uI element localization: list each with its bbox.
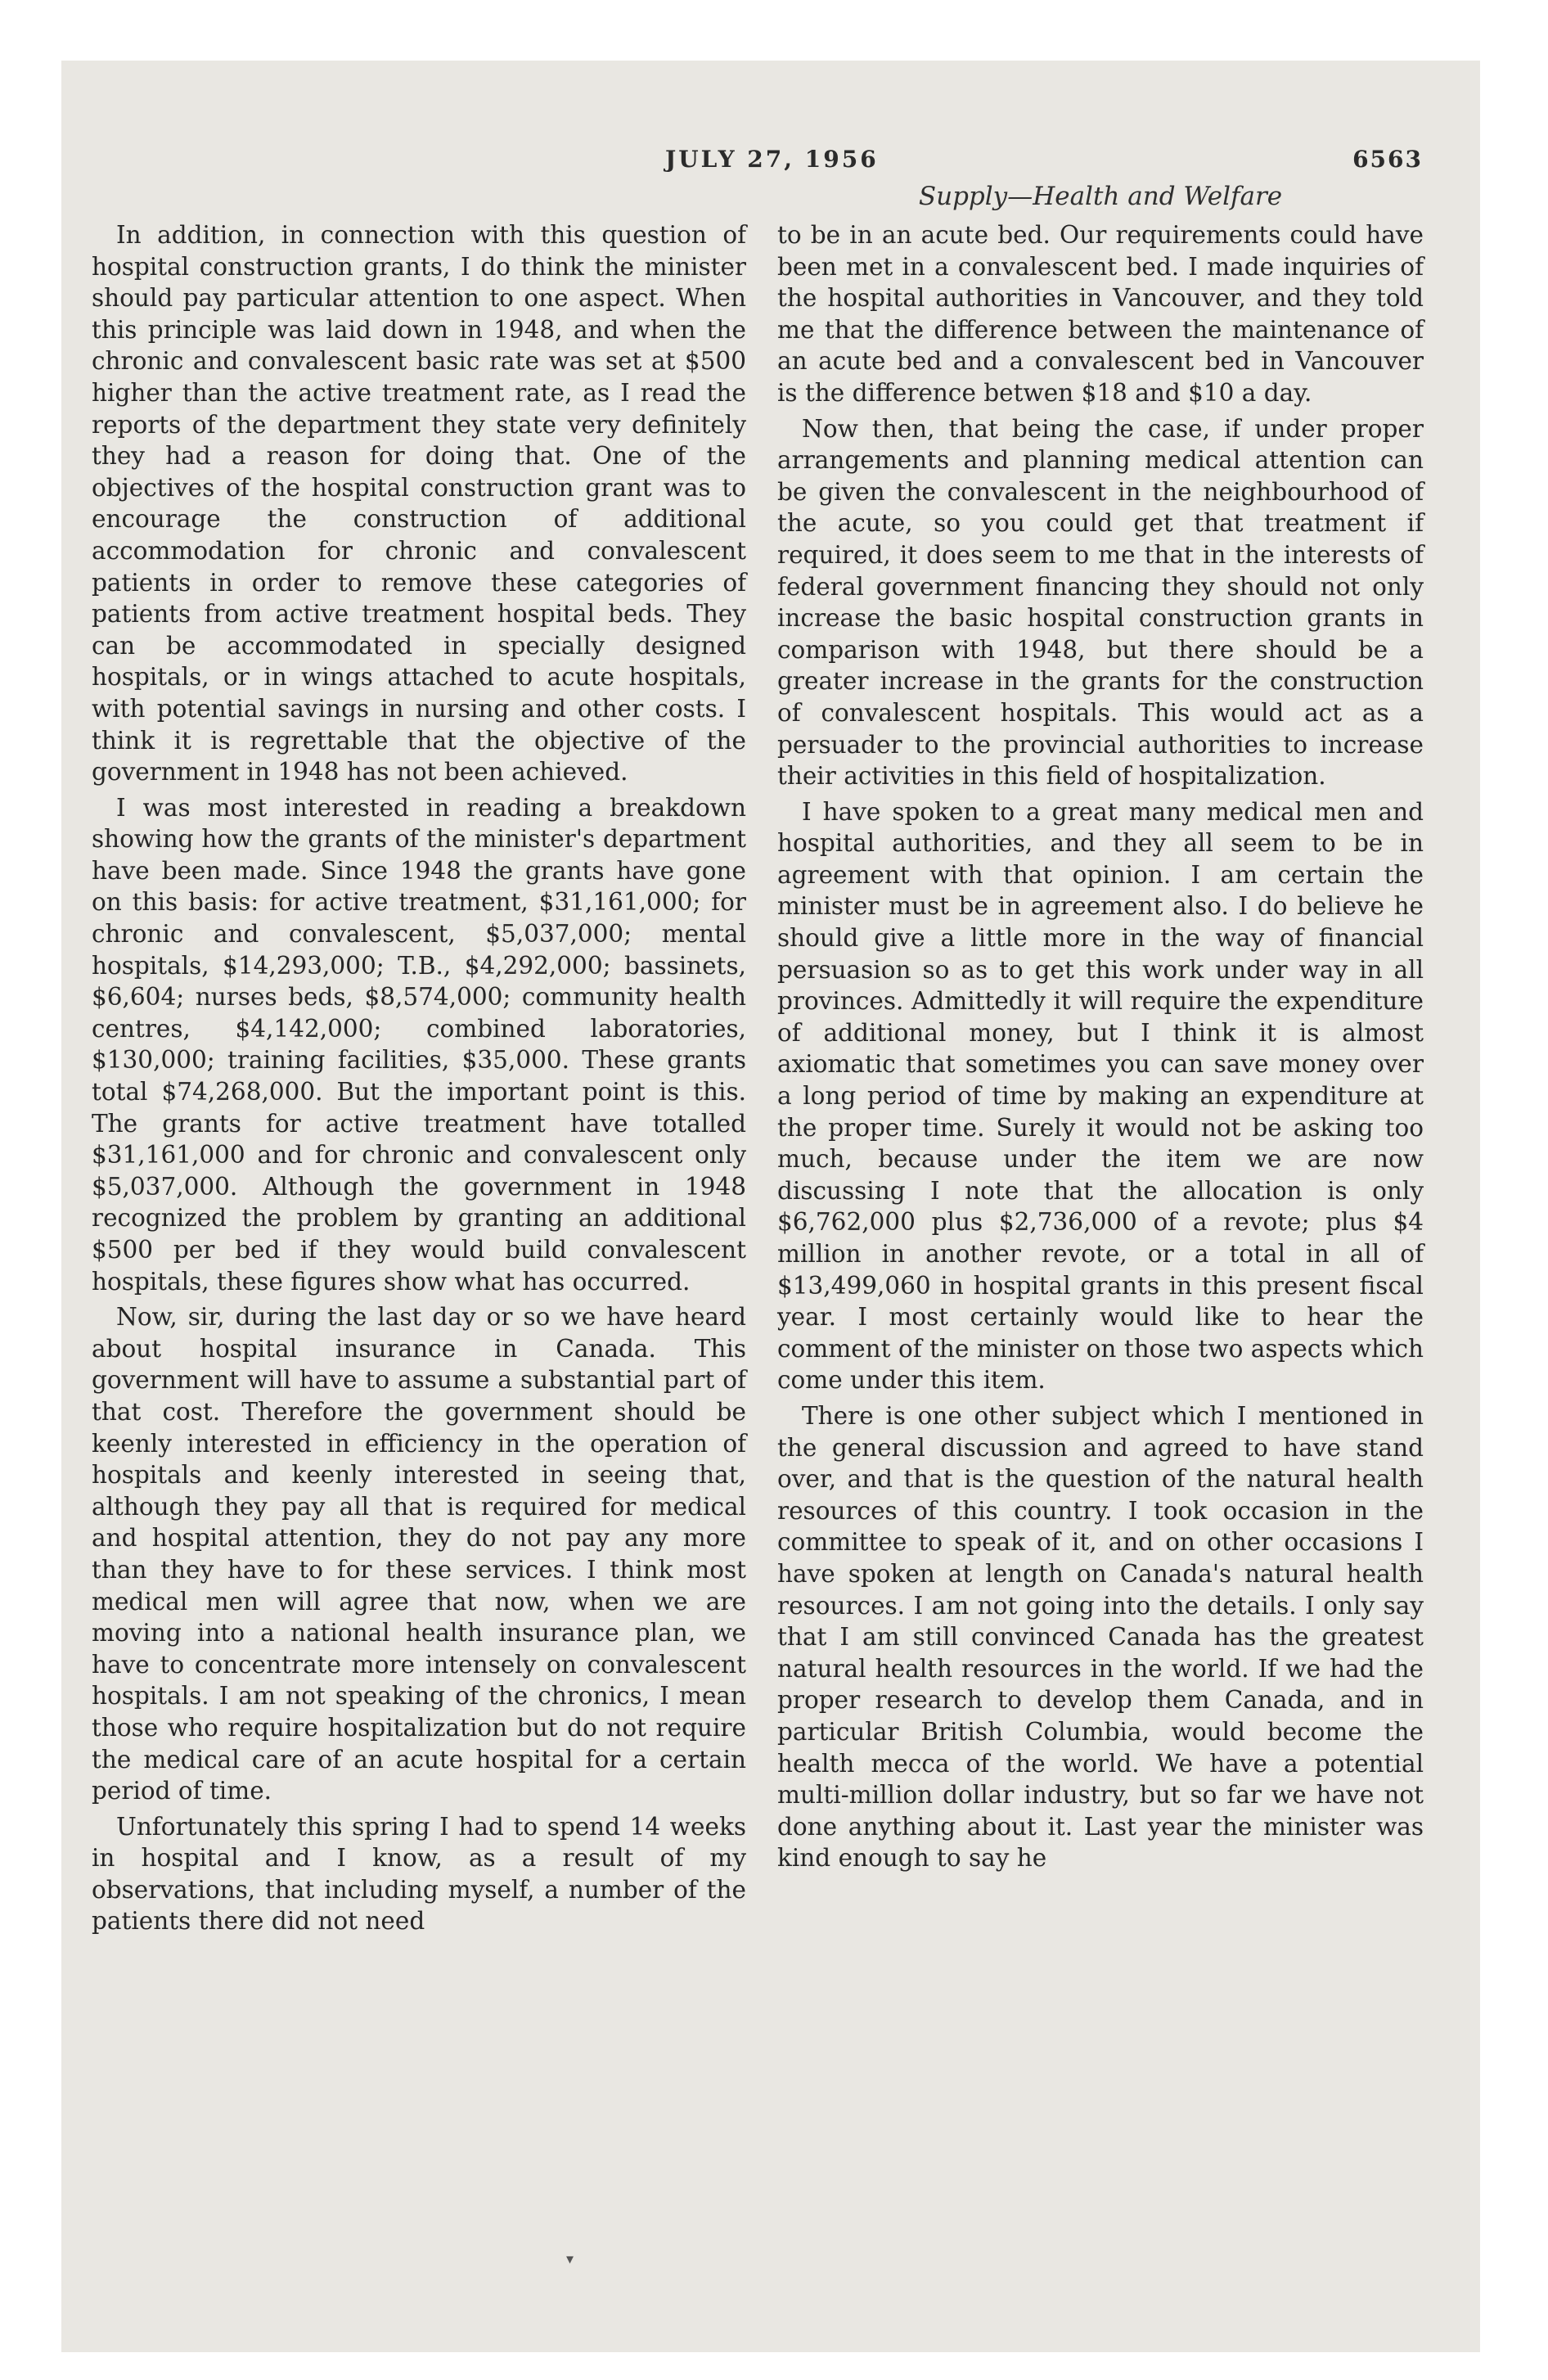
footer-mark: ▾ <box>566 2251 574 2268</box>
paragraph: In addition, in connection with this question of hospital construction grants, I do think the minister should pay particular attention to one aspect. When this principle was laid down in 1948, and when the chronic and convalescent basic rate was set at $500 higher than the active treatment rate, as I read the reports of the department they state very definitely they had a reason for doing that. One of the objectives of the hospital construction grant was to encourage the construction of additional accommodation for chronic and convalescent patients in order to remove these categories of patients from active treatment hospital beds. They can be accommodated in specially designed hospitals, or in wings attached to acute hospitals, with potential savings in nursing and other costs. I think it is regrettable that the objective of the government in 1948 has not been achieved. <box>92 221 746 787</box>
page-date: JULY 27, 1956 <box>665 146 879 173</box>
paragraph: Now, sir, during the last day or so we have heard about hospital insurance in Canada. This government will have to assume a substantial part of that cost. Therefore the government should be keenly interested in efficiency in the operation of hospitals and keenly interested in seeing that, although they pay all that is required for medical and hospital attention, they do not pay any more than they have to for these services. I think most medical men will agree that now, when we are moving into a national health insurance plan, we have to concentrate more intensely on convalescent hospitals. I am not speaking of the chronics, I mean those who require hospitalization but do not require the medical care of an acute hospital for a certain period of time. <box>92 1303 746 1805</box>
right-column <box>777 219 1424 1878</box>
paragraph: Unfortunately this spring I had to spend 14 weeks in hospital and I know, as a result of my observations, that including myself, a number of the patients there did not need <box>92 1812 746 1936</box>
running-head: Supply—Health and Welfare <box>918 182 1283 211</box>
page-number: 6563 <box>1352 146 1423 173</box>
left-column <box>92 219 746 1941</box>
page-header <box>61 146 1480 187</box>
paragraph: to be in an acute bed. Our requirements could have been met in a convalescent bed. I made inquiries of the hospital authorities in Vancouver, and they told me that the difference between the maintenance of an acute bed and a convalescent bed in Vancouver is the difference betwen $18 and $10 a day. <box>777 221 1424 407</box>
paragraph: I have spoken to a great many medical men and hospital authorities, and they all seem to be in agreement with that opinion. I am certain the minister must be in agreement also. I do believe he should give a little more in the way of financial persuasion so as to get this work under way in all provinces. Admittedly it will require the expenditure of additional money, but I think it is almost axiomatic that sometimes you can save money over a long period of time by making an expenditure at the proper time. Surely it would not be asking too much, because under the item we are now discussing I note that the allocation is only $6,762,000 plus $2,736,000 of a revote; plus $4 million in another revote, or a total in all of $13,499,060 in hospital grants in this present fiscal year. I most certainly would like to hear the comment of the minister on those two aspects which come under this item. <box>777 797 1424 1395</box>
paragraph: Now then, that being the case, if under proper arrangements and planning medical attention can be given the convalescent in the neighbourhood of the acute, so you could get that treatment if required, it does seem to me that in the interests of federal government financing they should not only increase the basic hospital construction grants in comparison with 1948, but there should be a greater increase in the grants for the construction of convalescent hospitals. This would act as a persuader to the provincial authorities to increase their activities in this field of hospitalization. <box>777 414 1424 791</box>
paragraph: There is one other subject which I mentioned in the general discussion and agreed to have stand over, and that is the question of the natural health resources of this country. I took occasion in the committee to speak of it, and on other occasions I have spoken at length on Canada's natural health resources. I am not going into the details. I only say that I am still convinced Canada has the greatest natural health resources in the world. If we had the proper research to develop them Canada, and in particular British Columbia, would become the health mecca of the world. We have a potential multi-million dollar industry, but so far we have not done anything about it. Last year the minister was kind enough to say he <box>777 1401 1424 1873</box>
paragraph: I was most interested in reading a breakdown showing how the grants of the minister's department have been made. Since 1948 the grants have gone on this basis: for active treatment, $31,161,000; for chronic and convalescent, $5,037,000; mental hospitals, $14,293,000; T.B., $4,292,000; bassinets, $6,604; nurses beds, $8,574,000; community health centres, $4,142,000; combined laboratories, $130,000; training facilities, $35,000. These grants total $74,268,000. But the important point is this. The grants for active treatment have totalled $31,161,000 and for chronic and convalescent only $5,037,000. Although the government in 1948 recognized the problem by granting an additional $500 per bed if they would build convalescent hospitals, these figures show what has occurred. <box>92 793 746 1296</box>
